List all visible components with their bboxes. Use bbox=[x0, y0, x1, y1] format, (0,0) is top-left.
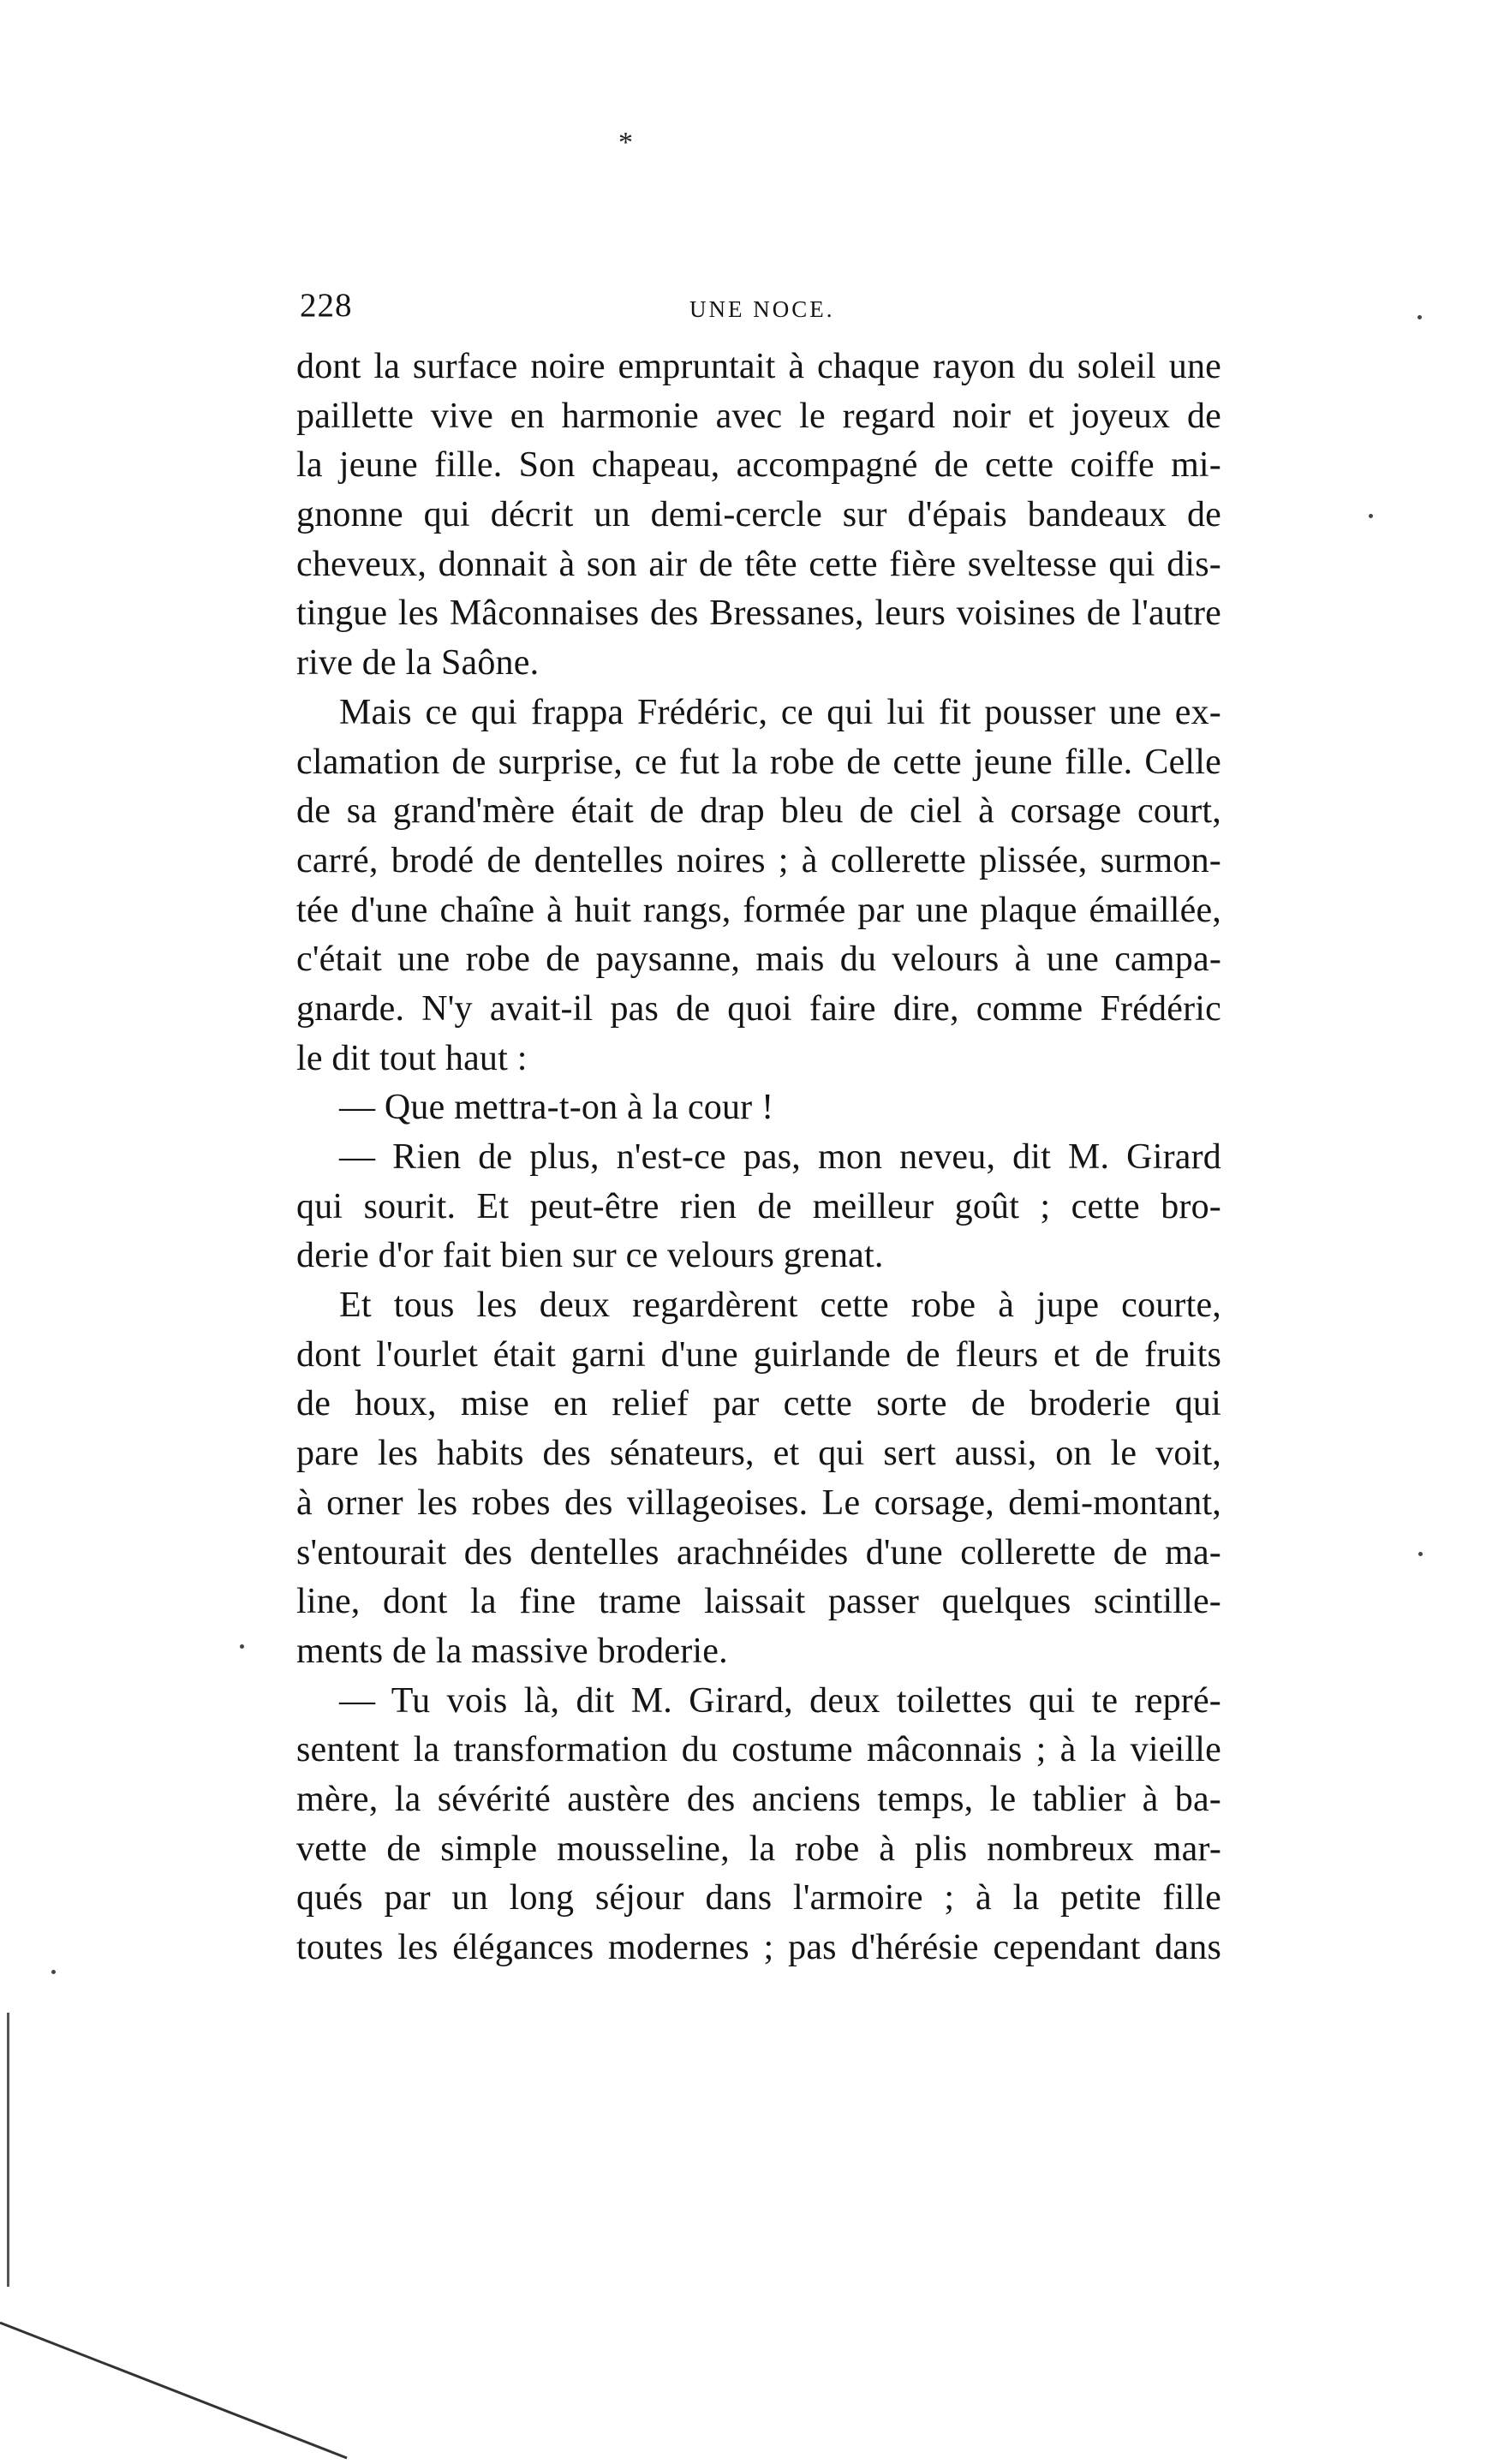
text-line: rive de la Saône. bbox=[296, 643, 540, 683]
text-line: qui sourit. Et peut-être rien de meilleur goût ; cette bro- bbox=[296, 1186, 1221, 1226]
running-title: UNE NOCE. bbox=[689, 296, 835, 322]
text-line: clamation de surprise, ce fut la robe de cette jeune fille. Celle bbox=[296, 742, 1221, 782]
text-line: s'entourait des dentelles arachnéides d'une collerette de ma- bbox=[296, 1532, 1221, 1572]
text-line: — Que mettra-t-on à la cour ! bbox=[339, 1088, 774, 1128]
text-line: dont la surface noire empruntait à chaque rayon du soleil une bbox=[296, 347, 1221, 386]
text-line: le dit tout haut : bbox=[296, 1038, 528, 1078]
ornament-asterisk: * bbox=[618, 127, 633, 158]
text-line: sentent la transformation du costume mâconnais ; à la vieille bbox=[296, 1730, 1221, 1770]
text-line: vette de simple mousseline, la robe à plis nombreux mar- bbox=[296, 1829, 1221, 1869]
page-number: 228 bbox=[300, 287, 353, 324]
text-line: line, dont la fine trame laissait passer quelques scintille- bbox=[296, 1582, 1221, 1622]
text-line: pare les habits des sénateurs, et qui sert aussi, on le voit, bbox=[296, 1434, 1221, 1474]
scan-speck bbox=[1418, 1552, 1423, 1556]
text-line: derie d'or fait bien sur ce velours grenat. bbox=[296, 1236, 884, 1276]
text-line: de sa grand'mère était de drap bleu de ciel à corsage court, bbox=[296, 791, 1221, 832]
page-header bbox=[300, 286, 1225, 337]
text-line: qués par un long séjour dans l'armoire ; à la petite fille bbox=[296, 1878, 1221, 1918]
text-line: — Rien de plus, n'est-ce pas, mon neveu, dit M. Girard bbox=[339, 1137, 1221, 1177]
body-text bbox=[296, 343, 1221, 1973]
text-line: gnonne qui décrit un demi-cercle sur d'épais bandeaux de bbox=[296, 495, 1221, 535]
text-line: carré, brodé de dentelles noires ; à collerette plissée, surmon- bbox=[296, 840, 1221, 880]
text-line: toutes les élégances modernes ; pas d'hérésie cependant dans bbox=[296, 1928, 1221, 1967]
text-line: mère, la sévérité austère des anciens temps, le tablier à ba- bbox=[296, 1779, 1221, 1819]
text-line: ments de la massive broderie. bbox=[296, 1631, 728, 1671]
scan-margin-rule bbox=[7, 2013, 9, 2287]
scan-speck bbox=[240, 1644, 244, 1649]
text-line: cheveux, donnait à son air de tête cette fière sveltesse qui dis- bbox=[296, 544, 1221, 584]
scan-speck bbox=[1417, 315, 1422, 319]
text-line: dont l'ourlet était garni d'une guirlande de fleurs et de fruits bbox=[296, 1334, 1221, 1375]
text-line: c'était une robe de paysanne, mais du velours à une campa- bbox=[296, 940, 1221, 980]
text-line: gnarde. N'y avait-il pas de quoi faire dire, comme Frédéric bbox=[296, 988, 1221, 1029]
text-line: paillette vive en harmonie avec le regard noir et joyeux de bbox=[296, 396, 1221, 436]
scan-speck bbox=[51, 1970, 56, 1974]
text-line: tingue les Mâconnaises des Bressanes, leurs voisines de l'autre bbox=[296, 594, 1221, 634]
text-line: à orner les robes des villageoises. Le corsage, demi-montant, bbox=[296, 1483, 1221, 1523]
text-line: tée d'une chaîne à huit rangs, formée par une plaque émaillée, bbox=[296, 890, 1221, 930]
text-line: Et tous les deux regardèrent cette robe à jupe courte, bbox=[339, 1286, 1221, 1326]
text-line: Mais ce qui frappa Frédéric, ce qui lui fit pousser une ex- bbox=[339, 692, 1221, 732]
text-line: de houx, mise en relief par cette sorte de broderie qui bbox=[296, 1384, 1221, 1424]
text-line: la jeune fille. Son chapeau, accompagné de cette coiffe mi- bbox=[296, 445, 1221, 486]
scan-speck bbox=[1369, 514, 1373, 518]
text-line: — Tu vois là, dit M. Girard, deux toilettes qui te repré- bbox=[339, 1680, 1221, 1721]
